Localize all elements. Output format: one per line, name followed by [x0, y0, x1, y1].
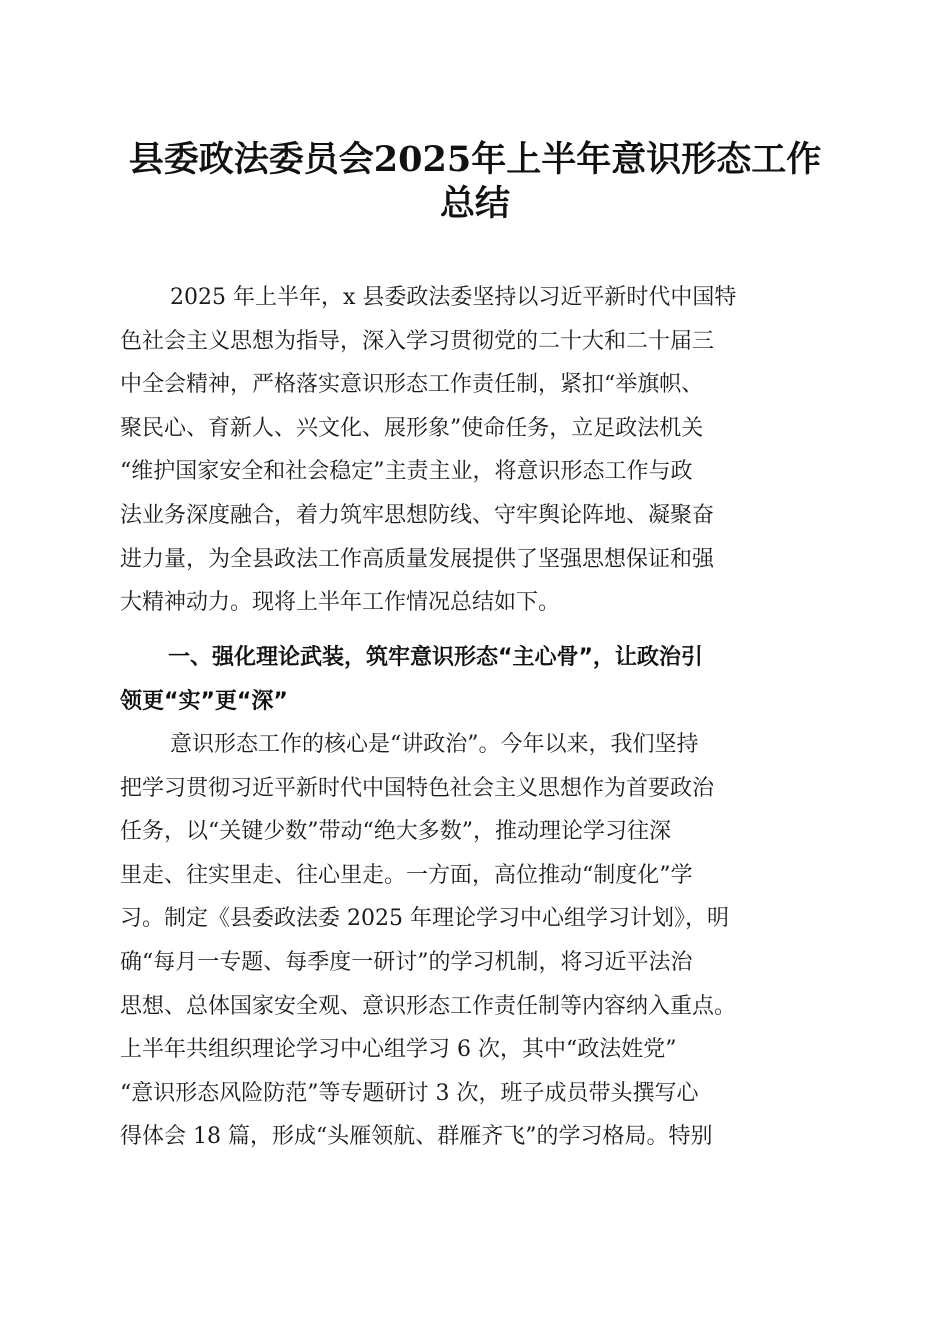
intro-line: “维护国家安全和社会稳定”主责主业，将意识形态工作与政	[120, 459, 693, 485]
body-line: 任务，以“关键少数”带动“绝大多数”，推动理论学习往深	[120, 819, 671, 845]
body-line: 习。制定《县委政法委 2025 年理论学习中心组学习计划》，明	[120, 906, 729, 932]
body-line: 里走、往实里走、往心里走。一方面，高位推动“制度化”学	[120, 862, 693, 888]
section-heading-line: 领更“实”更“深”	[120, 688, 288, 714]
intro-line: 2025 年上半年，x 县委政法委坚持以习近平新时代中国特	[170, 285, 737, 310]
body-line: 得体会 18 篇，形成“头雁领航、群雁齐飞”的学习格局。特别	[120, 1124, 713, 1150]
body-line: 思想、总体国家安全观、意识形态工作责任制等内容纳入重点。	[120, 993, 737, 1019]
body-line: 意识形态工作的核心是“讲政治”。今年以来，我们坚持	[170, 732, 699, 757]
body-line: “意识形态风险防范”等专题研讨 3 次，班子成员带头撰写心	[120, 1080, 699, 1106]
intro-line: 进力量，为全县政法工作高质量发展提供了坚强思想保证和强	[120, 546, 715, 572]
section-heading-line: 一、强化理论武装，筑牢意识形态“主心骨”，让政治引	[168, 645, 703, 670]
intro-line: 法业务深度融合，着力筑牢思想防线、守牢舆论阵地、凝聚奋	[120, 502, 715, 528]
intro-line: 大精神动力。现将上半年工作情况总结如下。	[120, 590, 561, 616]
document-title-line-2: 总结	[439, 183, 510, 224]
intro-paragraph	[120, 276, 832, 625]
section-1-paragraph	[120, 723, 832, 1159]
intro-line: 色社会主义思想为指导，深入学习贯彻党的二十大和二十届三	[120, 328, 715, 354]
intro-line: 聚民心、育新人、兴文化、展形象”使命任务，立足政法机关	[120, 415, 704, 441]
body-line: 确“每月一专题、每季度一研讨”的学习机制，将习近平法治	[120, 949, 693, 975]
section-heading-1	[120, 636, 832, 723]
body-line: 上半年共组织理论学习中心组学习 6 次，其中“政法姓党”	[120, 1037, 677, 1063]
intro-line: 中全会精神，严格落实意识形态工作责任制，紧扣“举旗帜、	[120, 372, 704, 398]
body-line: 把学习贯彻习近平新时代中国特色社会主义思想作为首要政治	[120, 775, 715, 801]
document-title-line-1: 县委政法委员会2025年上半年意识形态工作	[128, 139, 822, 180]
